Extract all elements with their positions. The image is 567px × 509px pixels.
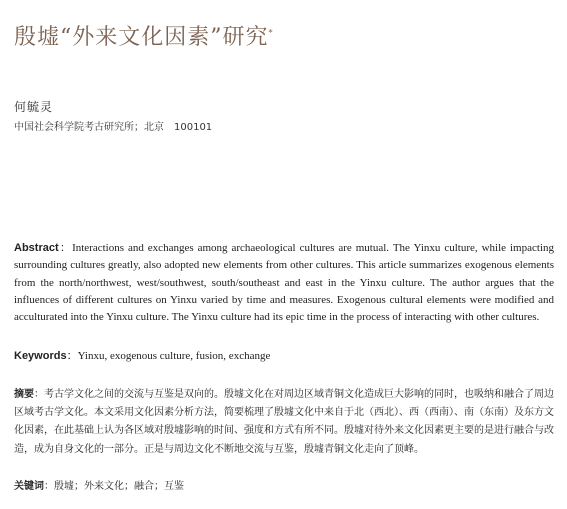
keywords-english [14, 348, 554, 365]
abstract-cn-separator: ： [34, 389, 44, 400]
keywords-cn-text: 殷墟；外来文化；融合；互鉴 [54, 481, 184, 492]
abstract-cn-label: 摘要 [14, 389, 34, 400]
keywords-cn-separator: ： [44, 481, 54, 492]
keywords-en-label: Keywords [14, 350, 67, 362]
author-name: 何毓灵 [14, 100, 54, 114]
title-footnote-mark: * [268, 28, 274, 38]
abstract-english [14, 240, 554, 326]
keywords-cn-label: 关键词 [14, 481, 44, 492]
author-affiliation: 中国社会科学院考古研究所；北京 100101 [14, 122, 213, 133]
abstract-cn-text: 考古学文化之间的交流与互鉴是双向的。殷墟文化在对周边区域青铜文化造成巨大影响的同时，也吸纳和融合了周边区域考古学文化。本文采用文化因素分析方法，简要梳理了殷墟文化中来自于北（西北）、西（西南）、南（东南）及东方文化因素，在此基础上认为各区域对殷墟影响的时间、强度和方式有所不同。殷墟对待外来文化因素更主要的是进行融合与改造，成为自身文化的一部分。正是与周边文化不断地交流与互鉴，殷墟青铜文化走向了顶峰。 [14, 389, 554, 455]
abstract-en-text: Interactions and exchanges among archaeological cultures are mutual. The Yinxu culture, while impacting surrounding cultures greatly, also adopted new elements from other cultures. This article summarizes exogenous elements from the north/northwest, west/southwest, south/southeast and east in the Yinxu culture. The author argues that the influences of different cultures on Yinxu varied by time and measures. Exogenous cultural elements were modified and acculturated into the Yinxu culture. The Yinxu culture had its epic time in the process of interacting with other cultures. [14, 242, 554, 324]
abstract-en-separator: ： [58, 242, 73, 254]
abstract-en-label: Abstract [14, 242, 59, 254]
keywords-chinese [14, 478, 554, 496]
keywords-en-separator: ： [66, 350, 78, 362]
paper-title [14, 20, 274, 51]
keywords-en-text: Yinxu, exogenous culture, fusion, exchange [77, 350, 271, 362]
abstract-chinese [14, 386, 554, 459]
paper-title-text: 殷墟“外来文化因素”研究 [14, 25, 269, 50]
